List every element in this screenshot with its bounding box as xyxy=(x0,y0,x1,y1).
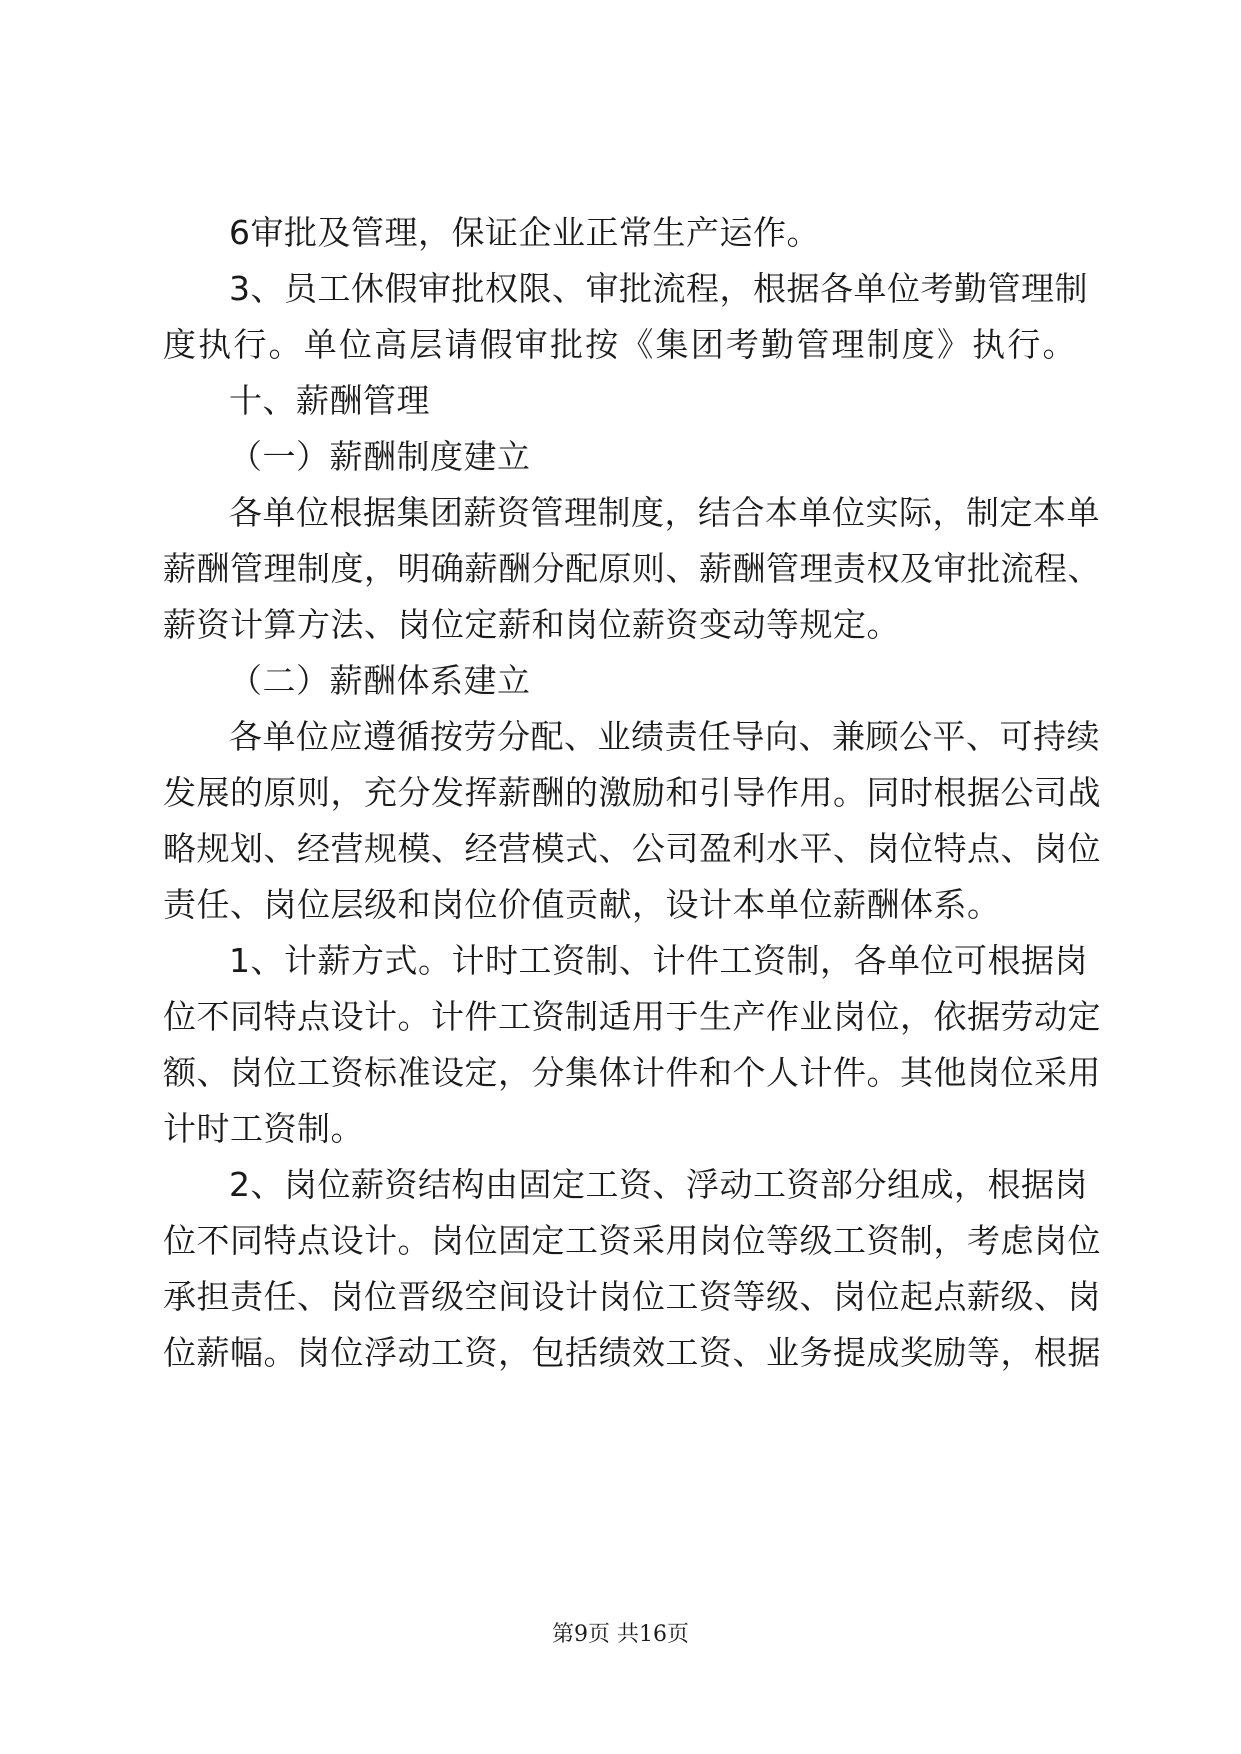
text-line: 承担责任、岗位晋级空间设计岗位工资等级、岗位起点薪级、岗 xyxy=(163,1277,1101,1316)
text-line: 位不同特点设计。计件工资制适用于生产作业岗位，依据劳动定 xyxy=(163,997,1101,1036)
page-number-footer: 第9页 共16页 xyxy=(552,1622,689,1647)
text-line: 各单位根据集团薪资管理制度，结合本单位实际，制定本单 xyxy=(229,493,1100,532)
text-line: 位薪幅。岗位浮动工资，包括绩效工资、业务提成奖励等，根据 xyxy=(163,1333,1101,1372)
text-line: 发展的原则，充分发挥薪酬的激励和引导作用。同时根据公司战 xyxy=(163,773,1101,812)
text-line: 责任、岗位层级和岗位价值贡献，设计本单位薪酬体系。 xyxy=(163,885,1001,924)
text-line: 略规划、经营规模、经营模式、公司盈利水平、岗位特点、岗位 xyxy=(163,829,1101,868)
text-line: 3、员工休假审批权限、审批流程，根据各单位考勤管理制 xyxy=(229,269,1088,308)
text-line: 1、计薪方式。计时工资制、计件工资制，各单位可根据岗 xyxy=(229,941,1088,980)
text-line: 2、岗位薪资结构由固定工资、浮动工资部分组成，根据岗 xyxy=(229,1165,1088,1204)
section-heading: 十、薪酬管理 xyxy=(229,381,430,420)
subsection-heading: （二）薪酬体系建立 xyxy=(229,661,531,700)
text-line: 位不同特点设计。岗位固定工资采用岗位等级工资制，考虑岗位 xyxy=(163,1221,1101,1260)
text-line: 额、岗位工资标准设定，分集体计件和个人计件。其他岗位采用 xyxy=(163,1053,1101,1092)
text-line: 薪资计算方法、岗位定薪和岗位薪资变动等规定。 xyxy=(163,605,900,644)
text-line: 度执行。单位高层请假审批按《集团考勤管理制度》执行。 xyxy=(163,325,1076,364)
text-line: 计时工资制。 xyxy=(163,1109,364,1148)
text-line: 6审批及管理，保证企业正常生产运作。 xyxy=(229,213,820,252)
subsection-heading: （一）薪酬制度建立 xyxy=(229,437,531,476)
text-line: 薪酬管理制度，明确薪酬分配原则、薪酬管理责权及审批流程、 xyxy=(163,549,1101,588)
text-line: 各单位应遵循按劳分配、业绩责任导向、兼顾公平、可持续 xyxy=(229,717,1100,756)
